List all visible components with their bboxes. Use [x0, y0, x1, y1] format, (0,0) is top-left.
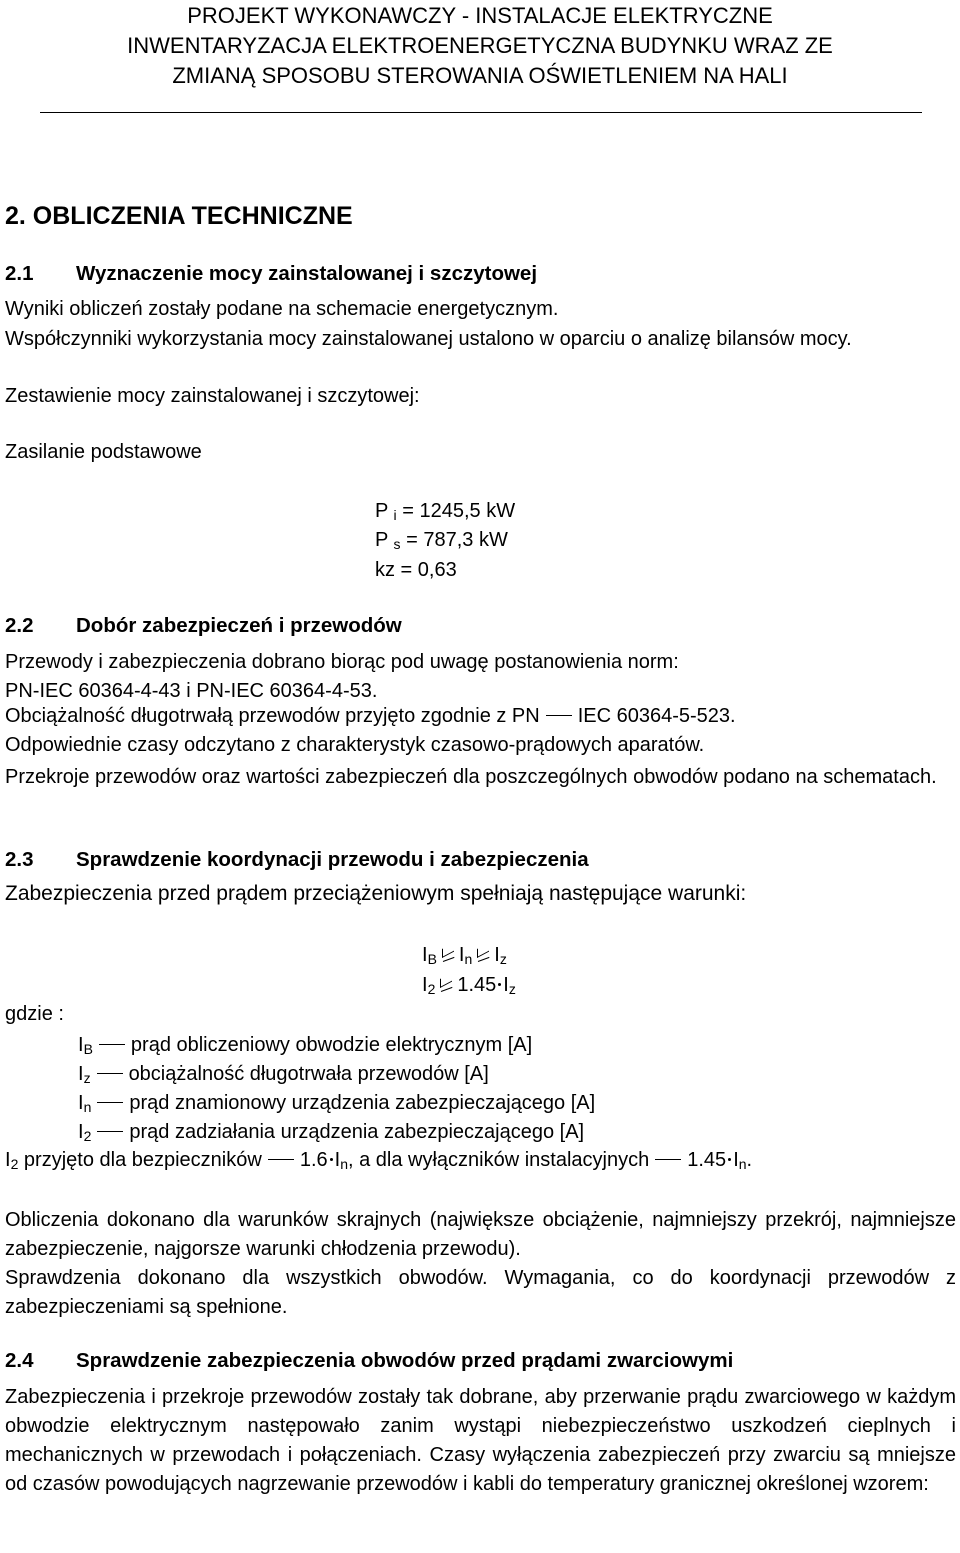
paragraph: Zestawienie mocy zainstalowanej i szczytowej: [5, 385, 420, 407]
less-equal-icon [476, 948, 490, 962]
supply-label: Zasilanie podstawowe [5, 441, 202, 463]
heading-2-3 [5, 848, 589, 872]
multiply-dot [728, 1158, 731, 1161]
dash [97, 1073, 123, 1074]
heading-2-1 [5, 262, 537, 286]
paragraph: Przekroje przewodów oraz wartości zabezpieczeń dla poszczególnych obwodów podano na schematach. [5, 766, 937, 788]
multiply-dot [498, 983, 501, 986]
legend-item: $I_2$ prąd zadziałania urządzenia zabezpieczającego [A] [78, 1121, 585, 1144]
paragraph: Obciążalność długotrwałą przewodów przyjęto zgodnie z PN IEC 60364-5-523. [5, 705, 736, 727]
heading-text: Dobór zabezpieczeń i przewodów [76, 614, 402, 637]
paragraph: Zabezpieczenia przed prądem przeciążeniowym spełniają następujące warunki: [5, 882, 747, 905]
heading-number: 2.1 [5, 262, 34, 285]
formula-coordination: $I_B$ $I_n$ $I_z$ [422, 944, 507, 967]
paragraph: Obliczenia dokonano dla warunków skrajnych (największe obciążenie, najmniejszy przekrój, najmniejsze zabezpieczenie, najgorsze warunki chłodzenia przewodu). [5, 1209, 956, 1260]
formula-tripping: $I_2$ 1.45 $I_z$ [422, 974, 516, 997]
section-title: 2. OBLICZENIA TECHNICZNE [5, 202, 353, 230]
paragraph: Zabezpieczenia i przekroje przewodów zostały tak dobrane, aby przerwanie prądu zwarciowego w każdym obwodzie elektrycznym następowało zanim wystąpi niebezpieczeństwo uszkodzeń cieplnych i mechanicznych w przewodach i połączeniach. Czasy wyłączenia zabezpieczeń przy zwarciu są mniejsze od czasów powodujących nagrzewanie przewodów i kabli do temperatury granicznej określonej wzorem: [5, 1386, 956, 1495]
less-equal-icon [441, 948, 455, 962]
legend-item: $I_n$ prąd znamionowy urządzenia zabezpieczającego [A] [78, 1092, 596, 1115]
heading-number: 2.4 [5, 1349, 34, 1372]
where-label: gdzie : [5, 1003, 64, 1025]
header-line-3: ZMIANĄ SPOSOBU STEROWANIA OŚWIETLENIEM NA HALI [172, 63, 788, 88]
paragraph: Wyniki obliczeń zostały podane na schemacie energetycznym. [5, 298, 559, 320]
power-peak: P $_s$ = 787,3 kW [375, 529, 508, 552]
power-installed: P $_i$ = 1245,5 kW [375, 500, 516, 523]
dash [268, 1159, 294, 1160]
document-header [40, 0, 920, 91]
tripping-rule: $I_2$ przyjęto dla bezpieczników 1.6 $I_n$, a dla wyłączników instalacyjnych 1.45 $I_n$. [5, 1149, 753, 1172]
header-divider [40, 112, 922, 113]
dash [97, 1131, 123, 1132]
heading-text: Sprawdzenie zabezpieczenia obwodów przed prądami zwarciowymi [76, 1349, 734, 1372]
heading-number: 2.2 [5, 614, 34, 637]
dash [97, 1102, 123, 1103]
demand-factor: kz = 0,63 [375, 559, 457, 581]
paragraph: Współczynniki wykorzystania mocy zainstalowanej ustalono w oparciu o analizę bilansów mocy. [5, 328, 852, 350]
dash [99, 1044, 125, 1045]
header-line-1: PROJEKT WYKONAWCZY - INSTALACJE ELEKTRYCZNE [187, 3, 773, 28]
dash [655, 1159, 681, 1160]
dash [546, 715, 572, 716]
heading-text: Sprawdzenie koordynacji przewodu i zabezpieczenia [76, 848, 589, 871]
paragraph: Przewody i zabezpieczenia dobrano biorąc pod uwagę postanowienia norm: PN-IEC 60364-4-43 i PN-IEC 60364-4-53. [5, 651, 679, 702]
paragraph: Odpowiednie czasy odczytano z charakterystyk czasowo-prądowych aparatów. [5, 734, 705, 756]
heading-number: 2.3 [5, 848, 34, 871]
multiply-dot [330, 1158, 333, 1161]
less-equal-icon [439, 978, 453, 992]
heading-text: Wyznaczenie mocy zainstalowanej i szczytowej [76, 262, 538, 285]
header-line-2: INWENTARYZACJA ELEKTROENERGETYCZNA BUDYNKU WRAZ ZE [127, 33, 833, 58]
heading-2-4 [5, 1349, 733, 1373]
legend-item: $I_z$ obciążalność długotrwała przewodów [A] [78, 1063, 489, 1086]
paragraph: Sprawdzenia dokonano dla wszystkich obwodów. Wymagania, co do koordynacji przewodów z zabezpieczeniami są spełnione. [5, 1267, 956, 1318]
heading-2-2 [5, 614, 402, 638]
legend-item: $I_B$ prąd obliczeniowy obwodzie elektrycznym [A] [78, 1034, 533, 1057]
